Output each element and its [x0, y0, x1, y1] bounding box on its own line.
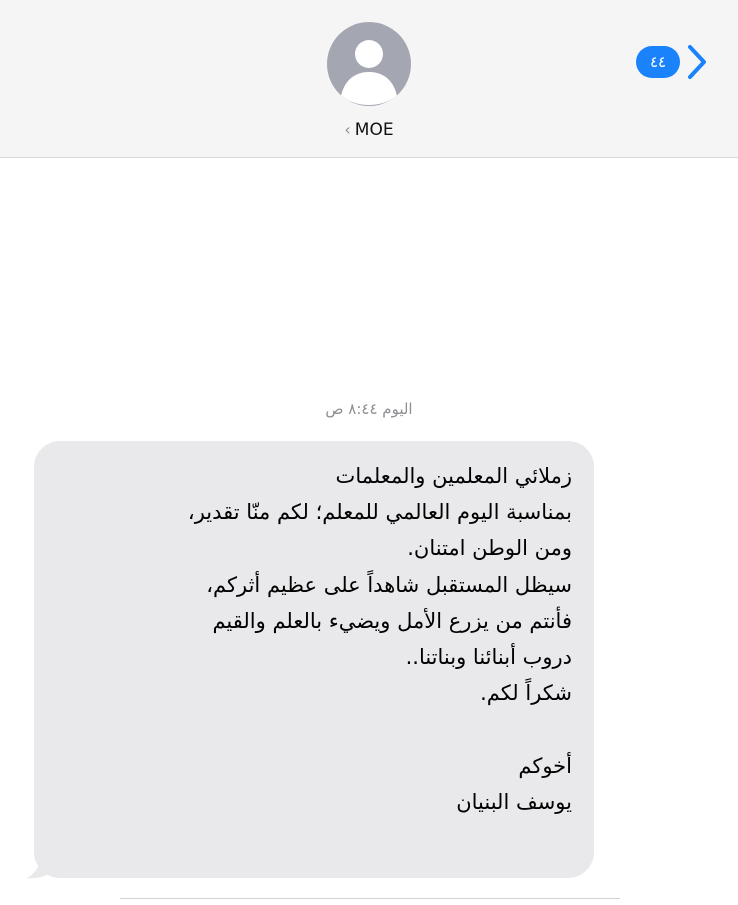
incoming-message-bubble[interactable] — [34, 441, 594, 878]
message-line: شكراً لكم. — [480, 681, 572, 706]
contact-name: MOE — [354, 120, 394, 140]
message-line: فأنتم من يزرع الأمل ويضيء بالعلم والقيم — [212, 608, 572, 633]
input-bar-edge — [120, 898, 620, 899]
message-line: يوسف البنيان — [456, 789, 572, 814]
contact-name-row[interactable] — [0, 118, 738, 142]
contact-avatar[interactable] — [327, 22, 411, 106]
conversation-header — [0, 0, 738, 158]
back-button[interactable] — [636, 40, 710, 84]
message-line: بمناسبة اليوم العالمي للمعلم؛ لكم منّا تقدير، — [187, 500, 572, 525]
message-line: دروب أبنائنا وبناتنا.. — [405, 644, 572, 669]
chevron-right-icon — [684, 42, 710, 82]
message-line: ومن الوطن امتنان. — [407, 536, 572, 561]
bubble-tail — [24, 856, 54, 880]
message-line: سيظل المستقبل شاهداً على عظيم أثركم، — [206, 572, 572, 597]
chevron-left-icon: ‹ — [344, 120, 351, 139]
message-line — [56, 711, 572, 747]
person-icon — [327, 22, 411, 106]
message-timestamp: اليوم ٨:٤٤ ص — [325, 400, 413, 418]
unread-count-badge: ٤٤ — [636, 46, 680, 78]
message-line: أخوكم — [518, 753, 572, 778]
message-line: زملائي المعلمين والمعلمات — [335, 464, 572, 488]
